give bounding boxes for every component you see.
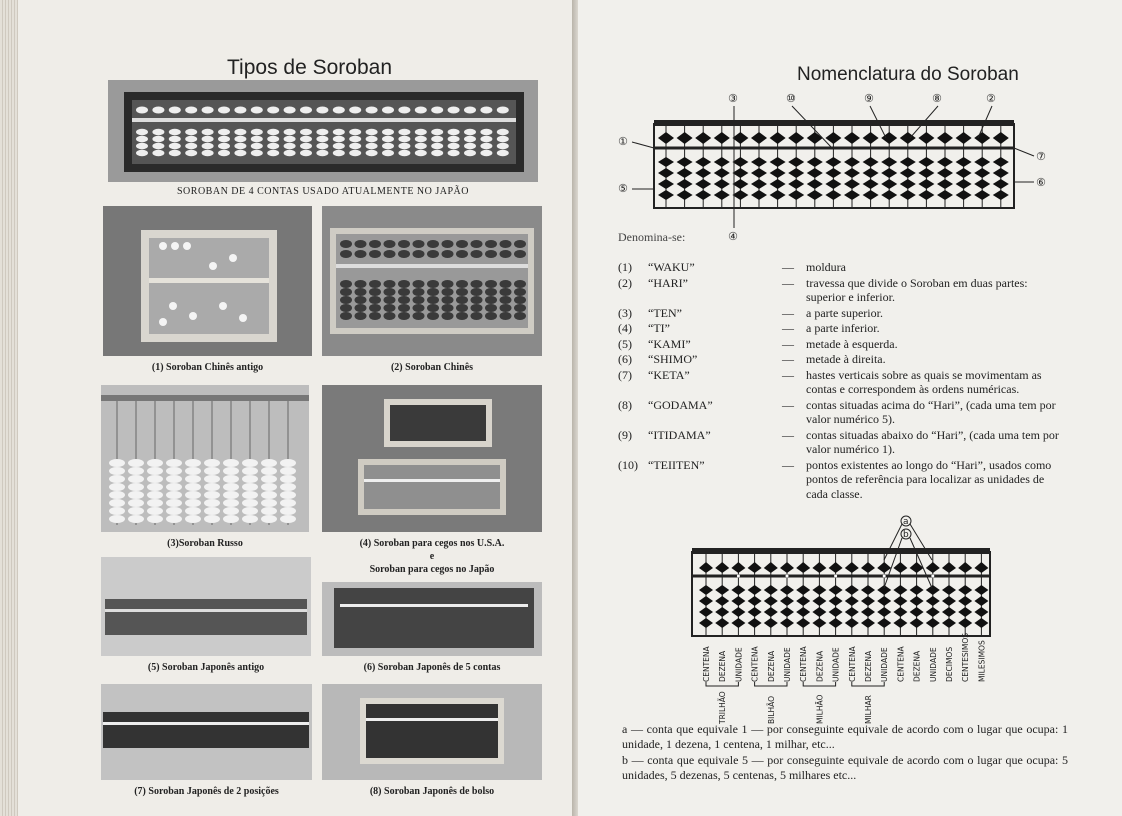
caption-3: (3)Soroban Russo: [167, 538, 243, 549]
term-def: moldura: [806, 260, 846, 274]
label-1: ①: [618, 135, 628, 148]
column-label: CENTENA: [750, 646, 760, 682]
label-9: ⑨: [864, 92, 874, 105]
term-def: metade à direita.: [806, 352, 886, 366]
right-page-title: Nomenclatura do Soroban: [797, 64, 1019, 85]
label-6: ⑥: [1036, 176, 1046, 189]
caption-7: (7) Soroban Japonês de 2 posições: [134, 786, 279, 797]
term-dash: —: [782, 352, 794, 366]
term-row: [618, 260, 1068, 275]
photo-soroban-4-contas: [108, 80, 538, 182]
caption-4: (4) Soroban para cegos nos U.S.A.: [359, 538, 505, 549]
term-row: [618, 276, 1068, 305]
footnote-b: b — conta que equivale 5 — por conseguinte equivale de acordo com o lugar que ocupa: 5 unidades, 5 dezenas, 5 centenas, 5 milhares etc...: [622, 753, 1068, 782]
term-def: a parte superior.: [806, 305, 883, 320]
group-label: MILHAR: [864, 695, 873, 724]
column-label: DEZENA: [718, 650, 728, 682]
term-def: pontos existentes ao longo do “Hari”, usados como pontos de referência para localizar as unidades de cada classe.: [806, 457, 1052, 501]
term-dash: —: [782, 260, 794, 274]
column-label: CENTENA: [702, 646, 711, 682]
term-num: (1): [618, 260, 632, 274]
term-name: “GODAMA”: [648, 397, 713, 412]
term-def: contas situadas acima do “Hari”, (cada uma tem por valor numérico 5).: [806, 397, 1056, 426]
term-dash: —: [782, 457, 794, 472]
term-name: “KAMI”: [648, 336, 691, 351]
main-photo-caption: SOROBAN DE 4 CONTAS USADO ATUALMENTE NO JAPÃO: [177, 186, 469, 197]
term-num: (9): [618, 427, 632, 442]
soroban-nomenclature-diagram: [610, 88, 1070, 248]
term-num: (3): [618, 305, 632, 320]
column-label: DEZENA: [815, 650, 825, 682]
mark-a: a: [903, 517, 909, 527]
term-name: “TI”: [648, 321, 670, 335]
label-2: ②: [986, 92, 996, 105]
label-10: ⑩: [786, 92, 796, 105]
column-label: MILESIMOS: [977, 640, 987, 682]
term-row: [618, 306, 1068, 321]
term-num: (7): [618, 367, 632, 382]
label-5: ⑤: [618, 182, 628, 195]
caption-8: (8) Soroban Japonês de bolso: [369, 786, 495, 797]
photo-soroban-japones-5-contas: [322, 582, 542, 656]
caption-6: (6) Soroban Japonês de 5 contas: [363, 662, 501, 673]
term-name: “TEIITEN”: [648, 457, 705, 472]
column-label: UNIDADE: [880, 647, 890, 682]
column-label: CENTENA: [799, 646, 809, 682]
column-label: UNIDADE: [831, 647, 841, 682]
caption-1: (1) Soroban Chinês antigo: [151, 362, 264, 373]
column-label: CENTENA: [847, 646, 857, 682]
group-label: TRILHÃO: [718, 691, 728, 724]
term-row: [618, 398, 1068, 427]
caption-2: (2) Soroban Chinês: [390, 362, 474, 373]
term-dash: —: [782, 275, 794, 290]
term-name: “WAKU”: [648, 260, 695, 274]
caption-5: (5) Soroban Japonês antigo: [147, 662, 265, 673]
term-name: “TEN”: [648, 305, 682, 320]
soroban-place-value-diagram: [688, 512, 998, 726]
footnote-a: a — conta que equivale 1 — por conseguinte equivale de acordo com o lugar que ocupa: 1 unidade, 1 dezena, 1 centena, 1 milhar, etc...: [622, 722, 1068, 751]
term-num: (8): [618, 397, 632, 412]
term-def: hastes verticais sobre as quais se movimentam as contas e correspondem às ordens numéricas.: [806, 367, 1042, 396]
denomina-label: Denomina-se:: [618, 230, 686, 244]
term-def: a parte inferior.: [806, 321, 880, 335]
column-label: CENTENA: [896, 646, 906, 682]
label-3: ③: [728, 92, 738, 105]
photo-soroban-japones-antigo: [101, 557, 311, 656]
term-name: “ITIDAMA”: [648, 427, 711, 442]
term-dash: —: [782, 336, 794, 351]
term-dash: —: [782, 397, 794, 412]
term-row: [618, 337, 1068, 352]
term-dash: —: [782, 305, 794, 320]
photo-soroban-cegos: [322, 385, 542, 532]
group-label: BILHÃO: [766, 695, 776, 724]
label-4: ④: [728, 230, 738, 243]
caption-4-e: e: [429, 551, 435, 562]
term-dash: —: [782, 367, 794, 382]
term-dash: —: [782, 427, 794, 442]
label-8: ⑧: [932, 92, 942, 105]
term-def: travessa que divide o Soroban em duas partes: superior e inferior.: [806, 275, 1028, 304]
term-row: [618, 368, 1068, 397]
term-num: (10): [618, 457, 638, 472]
column-label: UNIDADE: [783, 647, 792, 682]
term-num: (2): [618, 275, 632, 290]
term-name: “KETA”: [648, 367, 690, 382]
column-label: UNIDADE: [928, 647, 938, 682]
photo-soroban-chines-antigo: [103, 206, 312, 356]
term-row: [618, 352, 1068, 367]
term-def: contas situadas abaixo do “Hari”, (cada uma tem por valor numérico 1).: [806, 427, 1059, 456]
term-num: (4): [618, 321, 632, 335]
left-page-title: Tipos de Soroban: [227, 56, 392, 79]
term-name: “SHIMO”: [648, 352, 698, 366]
column-label: CENTESIMOS: [961, 632, 971, 682]
column-label: UNIDADE: [734, 647, 744, 682]
page-edges: [0, 0, 18, 816]
photo-soroban-chines: [322, 206, 542, 356]
column-label: DEZENA: [864, 650, 873, 682]
caption-4-japao: Soroban para cegos no Japão: [369, 564, 495, 575]
group-label: MILHÃO: [815, 694, 825, 724]
term-dash: —: [782, 321, 794, 335]
label-7: ⑦: [1036, 150, 1046, 163]
mark-b: b: [903, 530, 909, 540]
photo-soroban-japones-2-posicoes: [101, 684, 312, 780]
photo-soroban-japones-bolso: [322, 684, 542, 780]
term-num: (6): [618, 352, 632, 366]
column-label: DEZENA: [912, 650, 922, 682]
terms-list: [618, 260, 1068, 502]
term-num: (5): [618, 336, 632, 351]
term-row: [618, 428, 1068, 457]
photo-soroban-russo: [101, 385, 309, 532]
term-def: metade à esquerda.: [806, 336, 898, 351]
term-name: “HARI”: [648, 275, 688, 290]
column-label: DEZENA: [766, 650, 776, 682]
term-row: [618, 458, 1068, 502]
term-row: [618, 321, 1068, 336]
column-label: DECIMOS: [945, 646, 954, 682]
